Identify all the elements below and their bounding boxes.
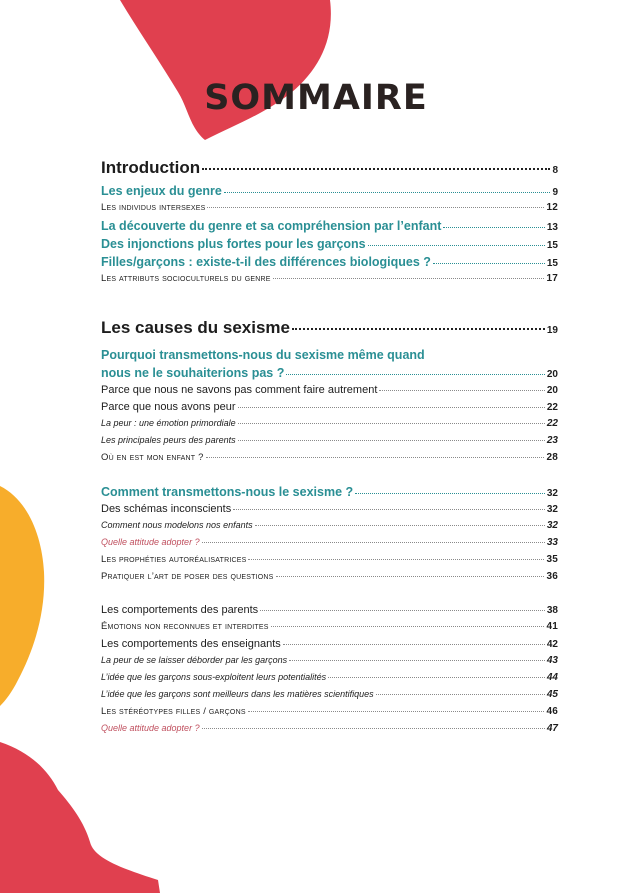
toc-row[interactable]: Les prophéties autoréalisatrices 35 [101, 554, 558, 565]
toc-row[interactable]: Les causes du sexisme 19 [101, 318, 558, 337]
toc-row[interactable]: La découverte du genre et sa compréhension par l’enfant 13 [101, 219, 558, 233]
toc-row[interactable]: La peur de se laisser déborder par les garçons 43 [101, 655, 558, 666]
table-of-contents [101, 158, 558, 740]
toc-row[interactable]: L’idée que les garçons sont meilleurs dans les matières scientifiques 45 [101, 689, 558, 700]
toc-row[interactable]: Les attributs socioculturels du genre 17 [101, 273, 558, 284]
toc-row[interactable]: Les comportements des parents 38 [101, 604, 558, 616]
toc-row[interactable]: La peur : une émotion primordiale 22 [101, 418, 558, 429]
toc-row[interactable]: Filles/garçons : existe-t-il des différences biologiques ? 15 [101, 255, 558, 269]
toc-row[interactable]: Des schémas inconscients 32 [101, 503, 558, 515]
toc-row[interactable]: Parce que nous ne savons pas comment faire autrement 20 [101, 384, 558, 396]
toc-row[interactable]: Pratiquer l’art de poser des questions 36 [101, 571, 558, 582]
page-title: SOMMAIRE [204, 78, 428, 118]
toc-row[interactable]: Parce que nous avons peur 22 [101, 401, 558, 413]
toc-row[interactable]: Les comportements des enseignants 42 [101, 638, 558, 650]
toc-row[interactable]: Quelle attitude adopter ? 33 [101, 537, 558, 548]
toc-row[interactable]: Comment nous modelons nos enfants 32 [101, 520, 558, 531]
toc-row[interactable]: Les individus intersexes 12 [101, 202, 558, 213]
orange-brushstroke-left [0, 486, 44, 706]
toc-row[interactable]: Introduction 8 [101, 158, 558, 177]
toc-heading-line[interactable]: Pourquoi transmettons-nous du sexisme même quand [101, 348, 425, 362]
red-brushstroke-top [120, 0, 331, 140]
red-brushstroke-bottom [0, 742, 160, 893]
toc-row[interactable]: Les stéréotypes filles / garçons 46 [101, 706, 558, 717]
toc-row[interactable]: Quelle attitude adopter ? 47 [101, 723, 558, 734]
toc-row[interactable]: Les enjeux du genre 9 [101, 184, 558, 198]
toc-row[interactable]: Émotions non reconnues et interdites 41 [101, 621, 558, 632]
toc-row[interactable]: Des injonctions plus fortes pour les garçons 15 [101, 237, 558, 251]
toc-row[interactable]: Où en est mon enfant ? 28 [101, 452, 558, 463]
toc-row[interactable]: L’idée que les garçons sous-exploitent leurs potentialités 44 [101, 672, 558, 683]
toc-row[interactable]: Comment transmettons-nous le sexisme ? 32 [101, 485, 558, 499]
toc-row[interactable]: Les principales peurs des parents 23 [101, 435, 558, 446]
toc-row[interactable]: nous ne le souhaiterions pas ? 20 [101, 366, 558, 380]
